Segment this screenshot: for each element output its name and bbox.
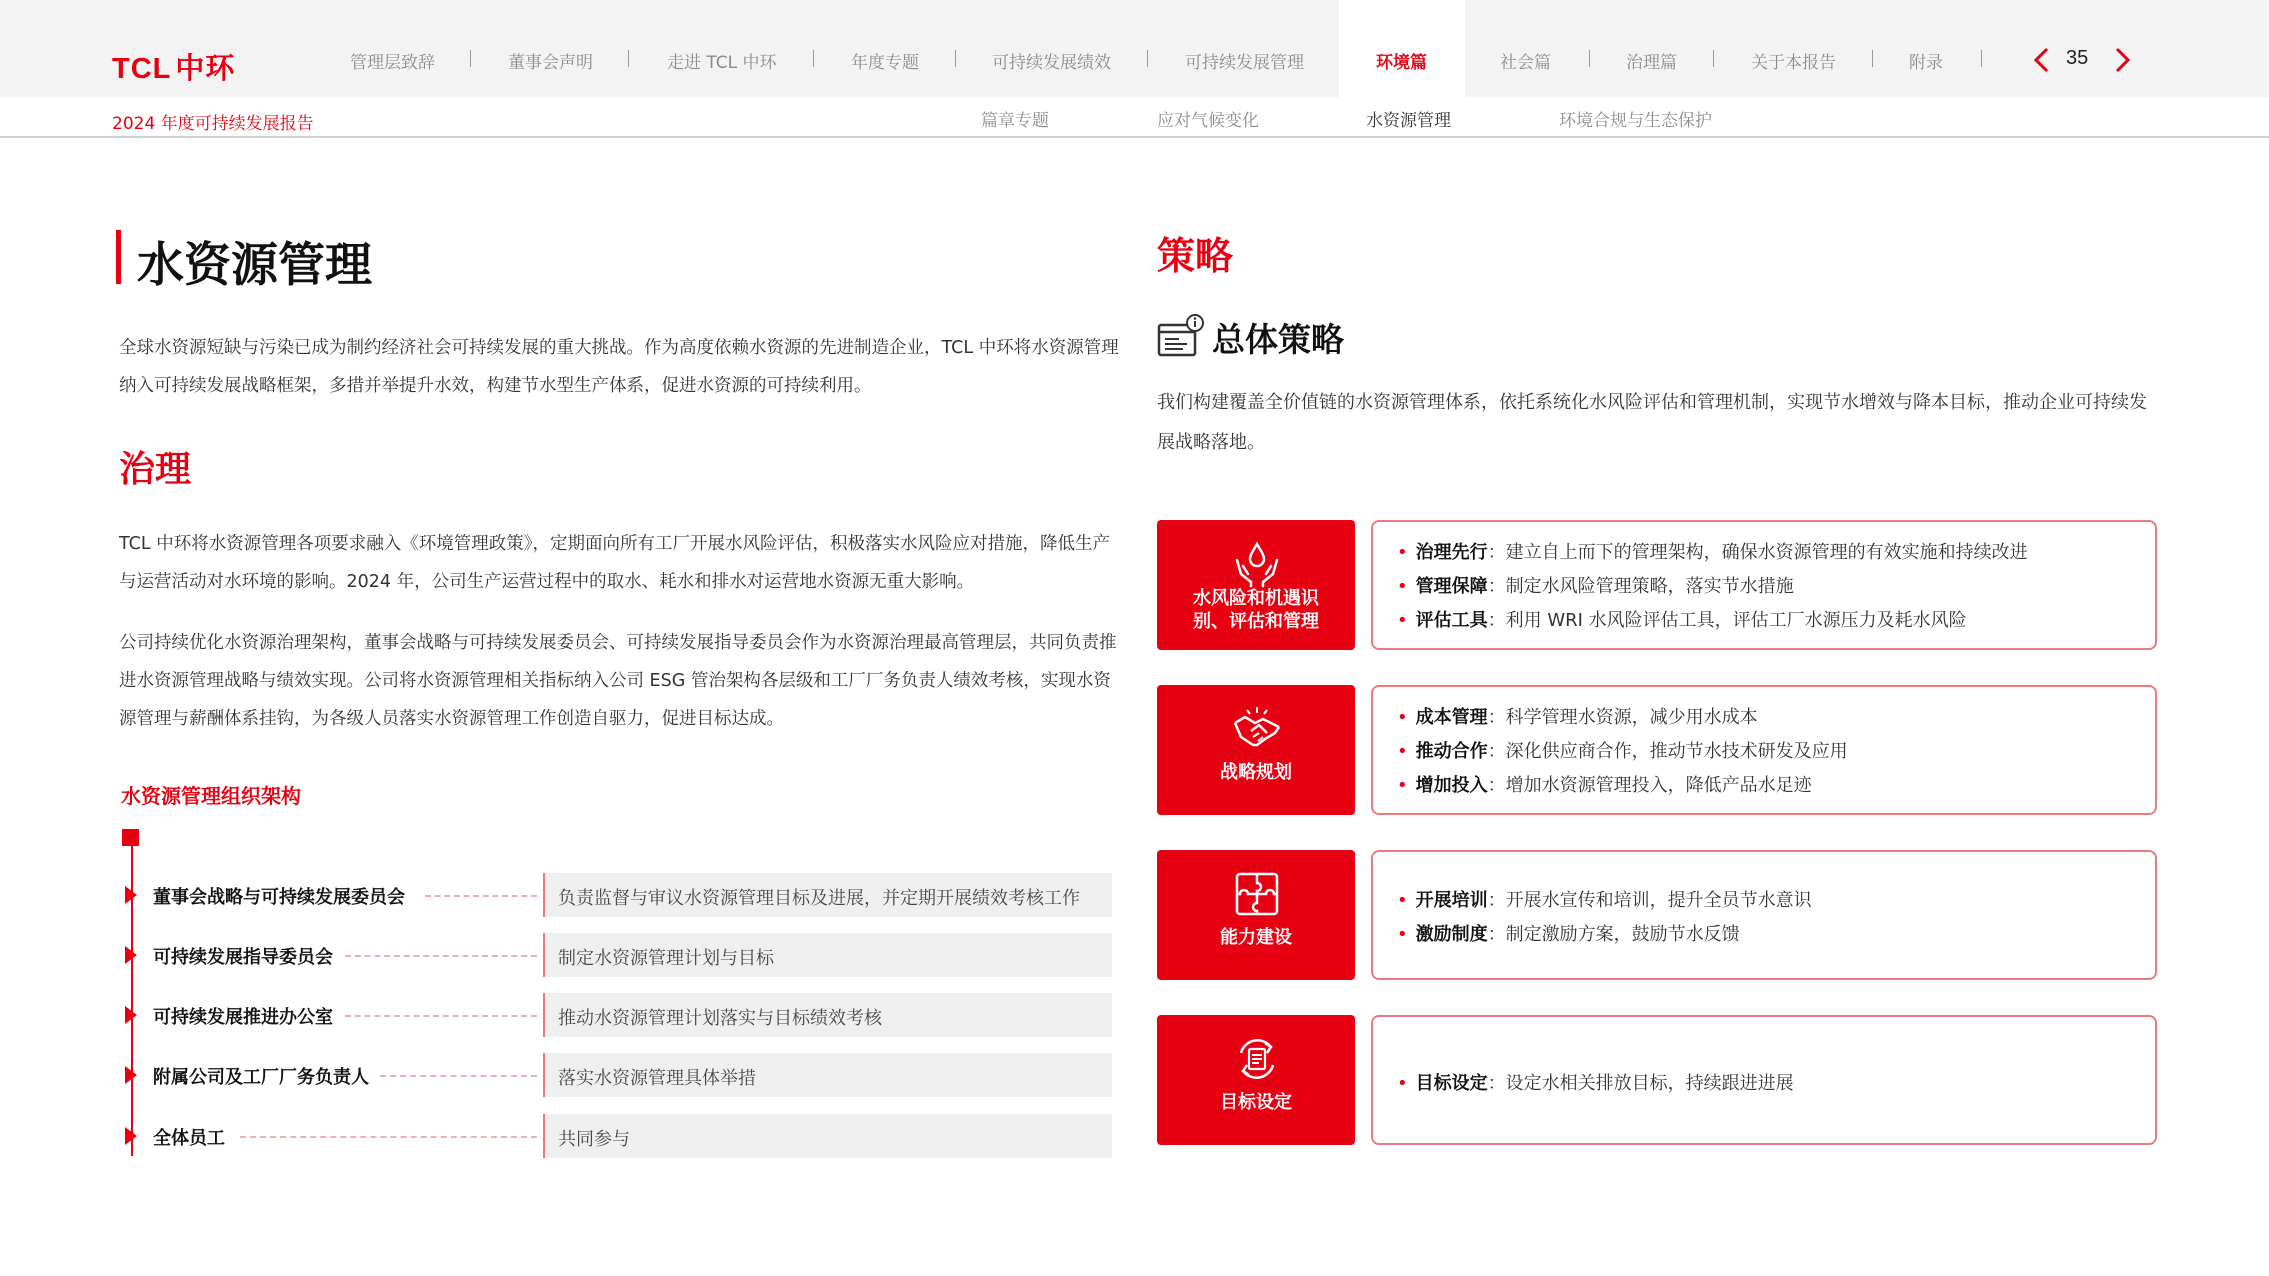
- strategy-detail-box: [1371, 520, 2157, 650]
- org-role-desc-box: [543, 933, 1112, 977]
- org-role-desc-box: [543, 1053, 1112, 1097]
- report-title: 2024 年度可持续发展报告: [112, 114, 314, 134]
- connector-line: [380, 1075, 537, 1077]
- org-row: [125, 1114, 1112, 1158]
- strategy-label-line: 目标设定: [1220, 1092, 1292, 1113]
- org-role-desc: 落实水资源管理具体举措: [558, 1068, 756, 1089]
- strategy-detail-box: [1371, 850, 2157, 980]
- strategy-block-planning: [1157, 685, 2157, 815]
- target-document-icon: [1231, 1033, 1283, 1085]
- strategy-bullet: • 开展培训：开展水宣传和培训，提升全员节水意识: [1397, 890, 1812, 911]
- page-title: 水资源管理: [137, 238, 372, 293]
- org-chart-title: 水资源管理组织架构: [121, 784, 301, 808]
- intro-paragraph: 全球水资源短缺与污染已成为制约经济社会可持续发展的重大挑战。作为高度依赖水资源的先进制造企业，TCL 中环将水资源管理纳入可持续发展战略框架，多措并举提升水效，构建节水型生产体系，促进水资源的可持续利用。: [119, 338, 1119, 396]
- chevron-left-icon[interactable]: [2030, 44, 2054, 76]
- strategy-bullet: • 管理保障：制定水风险管理策略，落实节水措施: [1397, 576, 1794, 597]
- arrow-right-icon: [125, 1127, 137, 1145]
- strategy-bullet: • 激励制度：制定激励方案，鼓励节水反馈: [1397, 924, 1740, 945]
- nav-item-management-message[interactable]: 管理层致辞: [350, 53, 435, 73]
- nav-separator: [1589, 50, 1590, 67]
- tcl-logo[interactable]: TCL 中环: [112, 51, 236, 85]
- nav-separator: [1872, 50, 1873, 67]
- nav-item-about-tcl[interactable]: 走进 TCL 中环: [667, 53, 777, 73]
- strategy-bullet: • 成本管理：科学管理水资源，减少用水成本: [1397, 707, 1758, 728]
- puzzle-icon: [1231, 868, 1283, 920]
- arrow-right-icon: [125, 946, 137, 964]
- strategy-label-card: [1157, 520, 1355, 650]
- strategy-label-line: 能力建设: [1220, 927, 1292, 948]
- title-accent-bar: [116, 230, 121, 284]
- strategy-block-risk: [1157, 520, 2157, 650]
- connector-line: [240, 1136, 537, 1138]
- nav-item-social[interactable]: 社会篇: [1500, 53, 1551, 73]
- org-role-desc-box: [543, 873, 1112, 917]
- strategy-label-line: 别、评估和管理: [1193, 611, 1319, 632]
- nav-item-annual-topic[interactable]: 年度专题: [851, 53, 919, 73]
- governance-paragraph-1: TCL 中环将水资源管理各项要求融入《环境管理政策》，定期面向所有工厂开展水风险评估，积极落实水风险应对措施，降低生产与运营活动对水环境的影响。2024 年，公司生产运营过程中的取水、耗水和排水对运营地水资源无重大影响。: [119, 534, 1110, 592]
- nav-item-board-statement[interactable]: 董事会声明: [508, 53, 593, 73]
- strategy-block-target: [1157, 1015, 2157, 1145]
- arrow-right-icon: [125, 1066, 137, 1084]
- governance-heading: 治理: [119, 449, 192, 490]
- nav-separator: [628, 50, 629, 67]
- org-row: [125, 1053, 1112, 1097]
- strategy-block-capacity: [1157, 850, 2157, 980]
- subnav-item-chapter-topic[interactable]: 篇章专题: [981, 111, 1049, 131]
- strategy-label-card: [1157, 1015, 1355, 1145]
- strategy-heading: 策略: [1157, 234, 1234, 278]
- nav-separator: [813, 50, 814, 67]
- strategy-label-card: [1157, 685, 1355, 815]
- subnav-item-climate[interactable]: 应对气候变化: [1157, 111, 1259, 131]
- strategy-bullet: • 评估工具：利用 WRI 水风险评估工具，评估工厂水源压力及耗水风险: [1397, 610, 1967, 631]
- org-role-desc: 制定水资源管理计划与目标: [558, 948, 774, 969]
- org-role-desc: 共同参与: [558, 1129, 630, 1150]
- handshake-icon: [1231, 703, 1283, 755]
- strategy-detail-box: [1371, 1015, 2157, 1145]
- nav-item-governance[interactable]: 治理篇: [1626, 53, 1677, 73]
- nav-item-sustainability-management[interactable]: 可持续发展管理: [1185, 53, 1304, 73]
- org-row: [125, 873, 1112, 917]
- org-role-name: 可持续发展指导委员会: [153, 947, 333, 968]
- chevron-right-icon[interactable]: [2110, 44, 2134, 76]
- nav-item-appendix[interactable]: 附录: [1909, 53, 1943, 73]
- org-role-desc-box: [543, 993, 1112, 1037]
- org-row: [125, 933, 1112, 977]
- org-role-desc: 推动水资源管理计划落实与目标绩效考核: [558, 1008, 882, 1029]
- overall-strategy-text: 我们构建覆盖全价值链的水资源管理体系，依托系统化水风险评估和管理机制，实现节水增效与降本目标，推动企业可持续发展战略落地。: [1157, 392, 2147, 453]
- subnav-item-water[interactable]: 水资源管理: [1366, 111, 1451, 131]
- nav-item-sustainability-performance[interactable]: 可持续发展绩效: [992, 53, 1111, 73]
- org-role-name: 附属公司及工厂厂务负责人: [153, 1067, 369, 1088]
- nav-item-about-report[interactable]: 关于本报告: [1751, 53, 1836, 73]
- org-role-name: 全体员工: [153, 1128, 225, 1149]
- org-chart-start-marker: [122, 829, 139, 846]
- nav-separator: [1713, 50, 1714, 67]
- nav-item-environment[interactable]: 环境篇: [1376, 53, 1427, 73]
- org-row: [125, 993, 1112, 1037]
- org-role-name: 董事会战略与可持续发展委员会: [153, 887, 405, 908]
- nav-separator: [1147, 50, 1148, 67]
- governance-paragraph-2: 公司持续优化水资源治理架构，董事会战略与可持续发展委员会、可持续发展指导委员会作为水资源治理最高管理层，共同负责推进水资源管理战略与绩效实现。公司将水资源管理相关指标纳入公司 ESG 管治架构各层级和工厂厂务负责人绩效考核，实现水资源管理与薪酬体系挂钩，为各级人员落实水资源管理工作创造自驱力，促进目标达成。: [119, 633, 1117, 729]
- connector-line: [345, 1015, 537, 1017]
- document-info-icon: [1157, 313, 1205, 361]
- org-role-desc-box: [543, 1114, 1112, 1158]
- subnav-item-compliance[interactable]: 环境合规与生态保护: [1559, 111, 1712, 131]
- arrow-right-icon: [125, 1006, 137, 1024]
- connector-line: [425, 895, 537, 897]
- org-role-name: 可持续发展推进办公室: [153, 1007, 333, 1028]
- strategy-label-line: 战略规划: [1220, 762, 1292, 783]
- water-hands-icon: [1231, 538, 1283, 590]
- strategy-bullet: • 增加投入：增加水资源管理投入，降低产品水足迹: [1397, 775, 1812, 796]
- nav-separator: [470, 50, 471, 67]
- nav-separator: [1981, 50, 1982, 67]
- org-role-desc: 负责监督与审议水资源管理目标及进展，并定期开展绩效考核工作: [558, 888, 1080, 909]
- strategy-label-card: [1157, 850, 1355, 980]
- nav-separator: [955, 50, 956, 67]
- strategy-detail-box: [1371, 685, 2157, 815]
- strategy-label-line: 水风险和机遇识: [1193, 588, 1319, 609]
- connector-line: [345, 955, 537, 957]
- arrow-right-icon: [125, 886, 137, 904]
- sub-navigation-bar: [0, 97, 2269, 138]
- strategy-bullet: • 目标设定：设定水相关排放目标，持续跟进进展: [1397, 1073, 1794, 1094]
- overall-strategy-heading: 总体策略: [1212, 320, 1344, 359]
- strategy-bullet: • 治理先行：建立自上而下的管理架构，确保水资源管理的有效实施和持续改进: [1397, 542, 2028, 563]
- page-number: 35: [2066, 47, 2089, 69]
- strategy-bullet: • 推动合作：深化供应商合作，推动节水技术研发及应用: [1397, 741, 1848, 762]
